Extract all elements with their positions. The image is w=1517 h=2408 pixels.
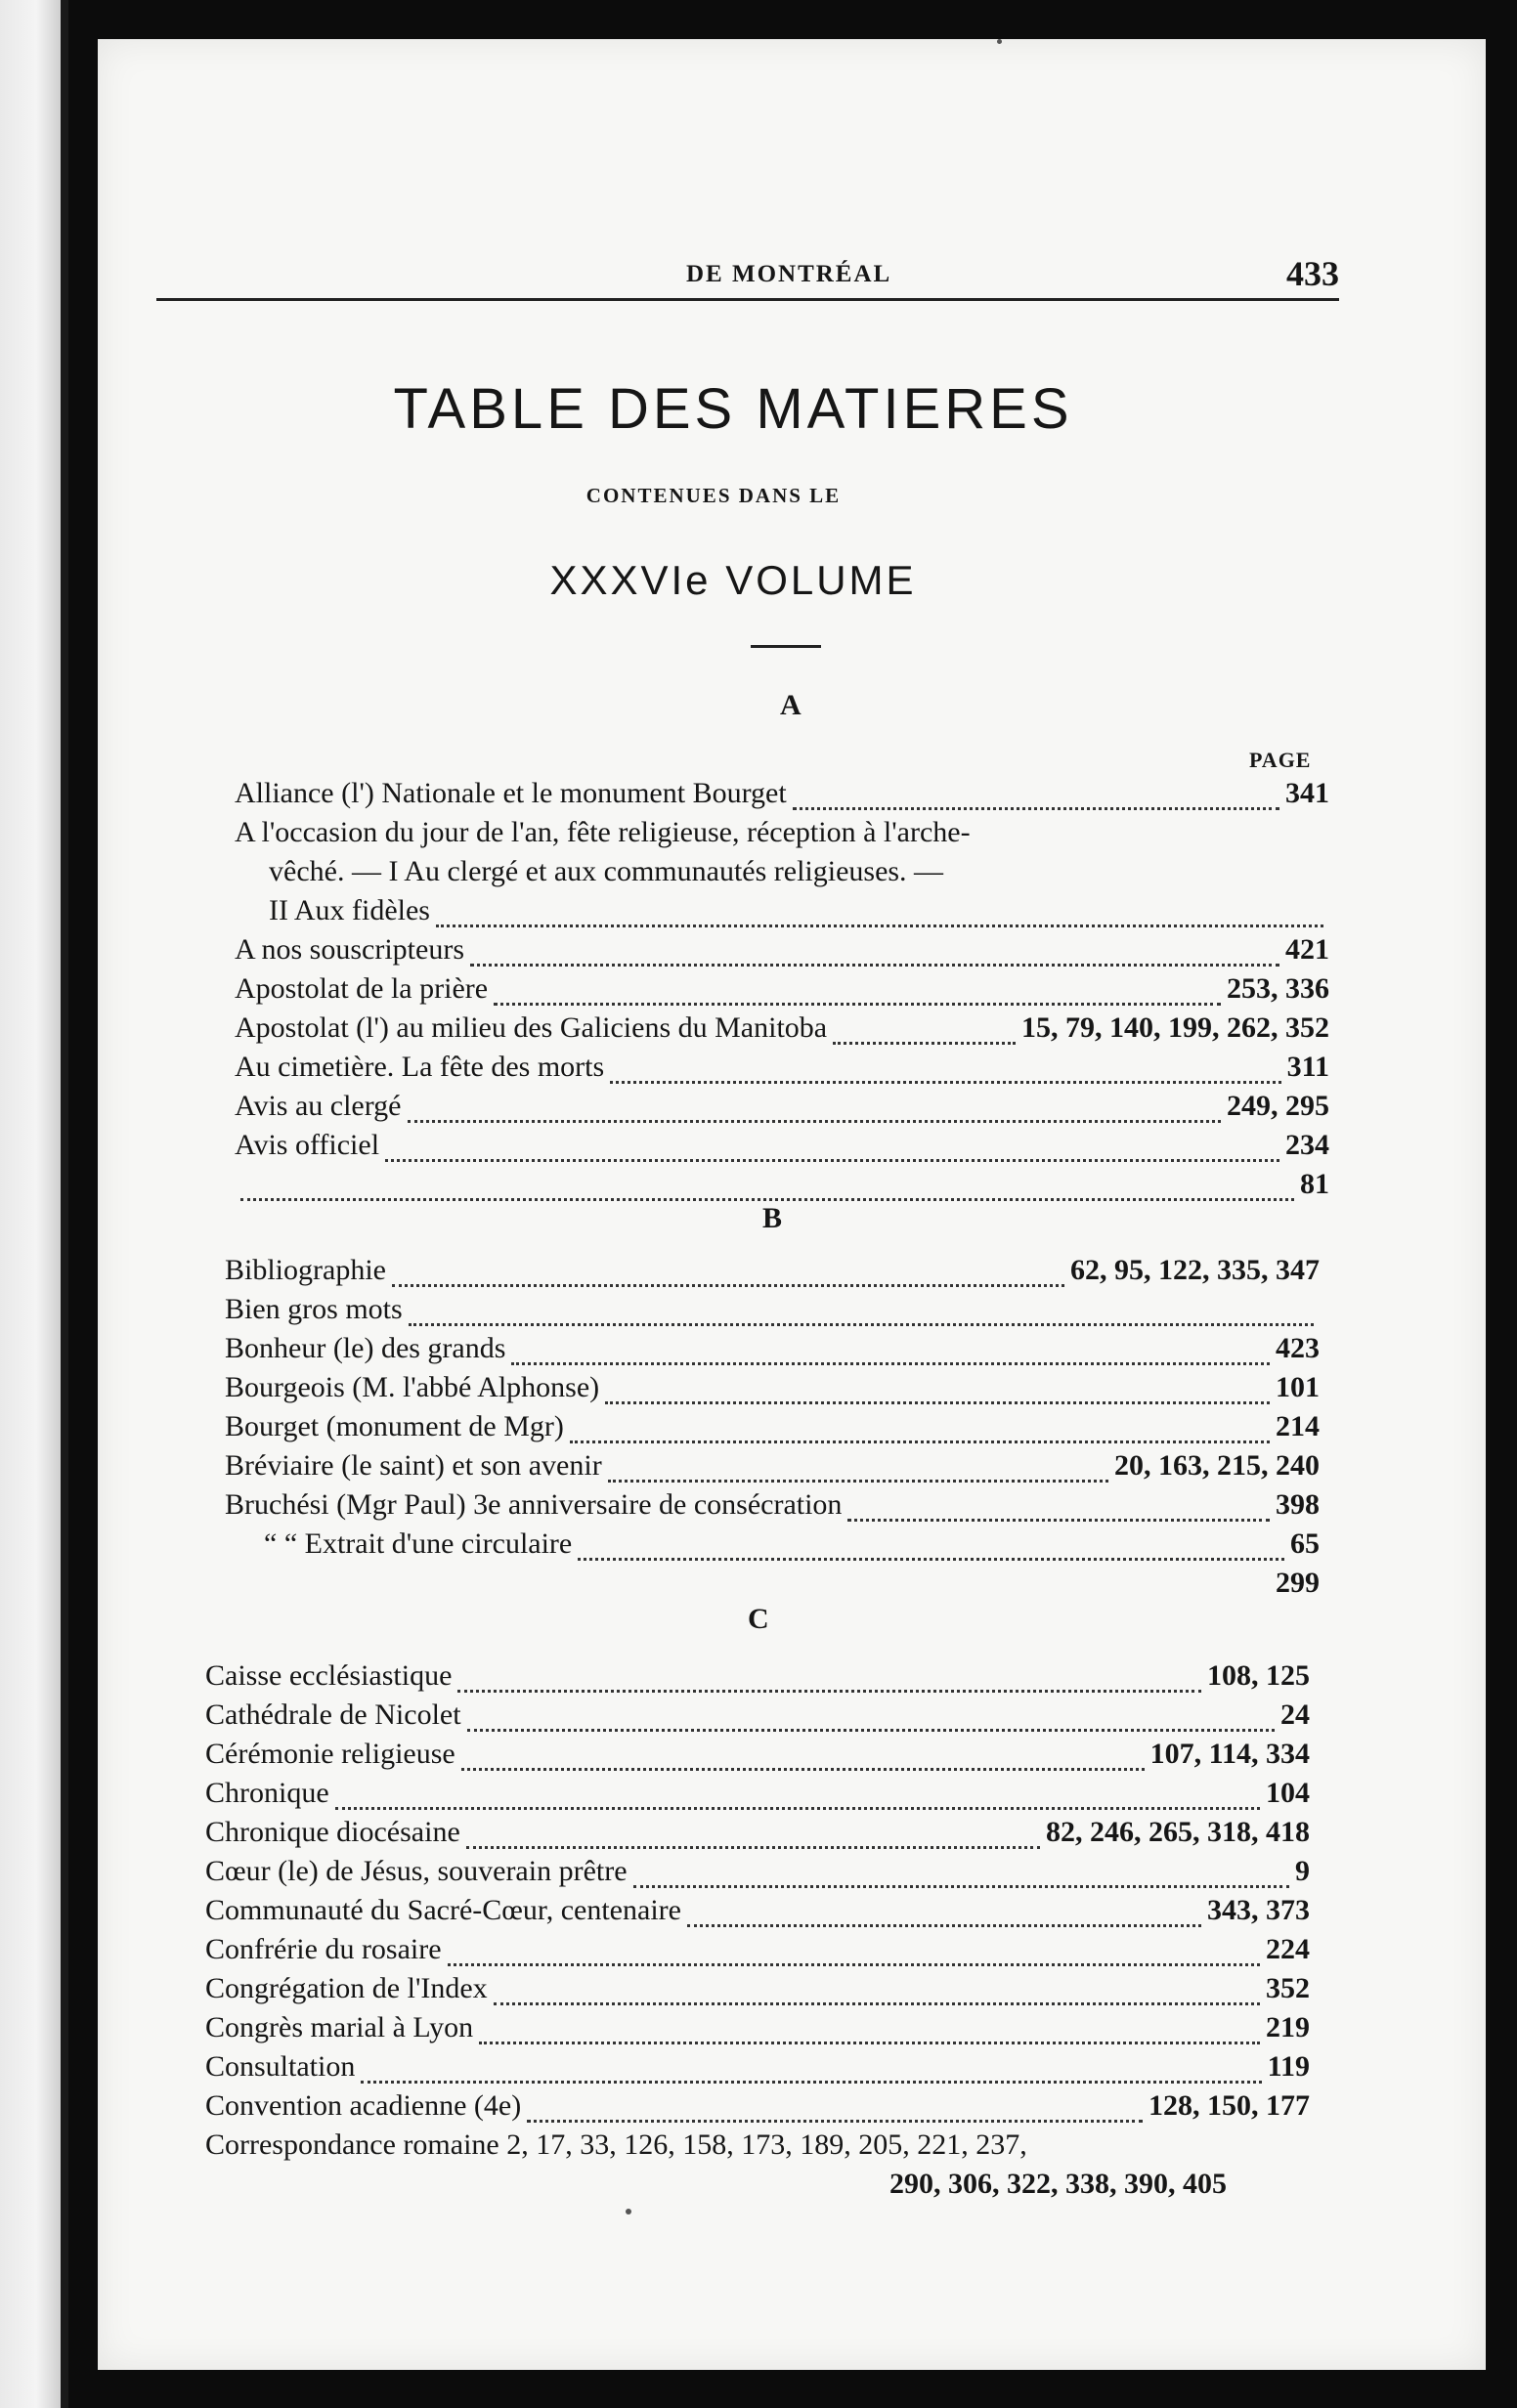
entry-pages: 62, 95, 122, 335, 347 [1070,1254,1320,1286]
leader-dots [570,1433,1270,1443]
page-number: 433 [1286,254,1339,293]
leader-dots [605,1394,1270,1404]
entry-label: Cérémonie religieuse [205,1738,455,1770]
leader-dots [457,1682,1201,1693]
entry-label: Apostolat de la prière [235,972,489,1005]
entry-label: Chronique diocésaine [205,1816,460,1848]
entry-pages: 234 [1285,1129,1329,1161]
paper-speck [626,2209,631,2214]
index-entry [205,1735,1310,1774]
leader-dots [240,1190,1294,1201]
entry-pages: 24 [1280,1698,1310,1731]
entry-pages: 119 [1267,2050,1310,2083]
index-entry [205,1852,1310,1891]
entry-label: Bruchési (Mgr Paul) 3e anniversaire de consécration [225,1488,843,1521]
entry-pages: 343, 373 [1207,1894,1310,1926]
index-entry [235,1048,1329,1087]
entry-pages: 65 [1290,1527,1320,1560]
leader-dots [527,2112,1143,2123]
index-entry [205,1656,1310,1696]
entry-pages: 253, 336 [1227,972,1329,1005]
leader-dots [833,1034,1016,1045]
entry-pages: 311 [1286,1051,1329,1083]
entry-label: A nos souscripteurs [235,933,464,966]
entry-pages: 341 [1285,777,1329,809]
entry-pages: 398 [1276,1488,1320,1521]
entry-pages: 101 [1276,1371,1320,1403]
leader-dots [479,2034,1260,2044]
facing-page-edge [0,0,68,2408]
entry-pages: 82, 246, 265, 318, 418 [1046,1816,1310,1848]
entry-pages: 219 [1266,2011,1310,2043]
leader-dots [361,2073,1261,2084]
entry-pages: 352 [1266,1972,1310,2004]
index-entry [225,1251,1320,1290]
running-head [156,230,1339,301]
index-entry [235,1126,1329,1165]
entry-pages: 214 [1276,1410,1320,1442]
page-column-label: PAGE [1249,748,1312,772]
leader-dots [494,1995,1260,2005]
index-entry [225,1290,1320,1329]
index-entry [225,1368,1320,1407]
index-entry [225,1564,1320,1603]
leader-dots [436,917,1323,927]
subtitle: CONTENUES DANS LE [585,484,842,507]
section-letter-a: A [780,689,802,721]
entry-pages: 108, 125 [1207,1659,1310,1692]
section-letter-c: C [748,1603,769,1635]
facing-page [0,0,61,2408]
entry-label: vêché. — I Au clergé et aux communautés religieuses. — [269,855,944,887]
entry-label: Caisse ecclésiastique [205,1659,453,1692]
leader-dots [578,1550,1284,1561]
entry-pages: 224 [1266,1933,1310,1965]
index-entry [235,1165,1329,1204]
entry-label: Consultation [205,2050,356,2083]
entry-label: Au cimetière. La fête des morts [235,1051,605,1083]
entry-pages: 15, 79, 140, 199, 262, 352 [1021,1011,1329,1044]
index-entry [205,1969,1310,2008]
entry-label: Communauté du Sacré-Cœur, centenaire [205,1894,681,1926]
entry-label: Correspondance romaine 2, 17, 33, 126, 158, 173, 189, 205, 221, 237, [205,2128,1027,2161]
leader-dots [511,1354,1270,1365]
index-entry [225,1407,1320,1446]
leader-dots [448,1956,1260,1966]
entry-pages: 81 [1300,1168,1329,1200]
leader-dots [793,799,1279,810]
title-rule [751,645,821,648]
entry-label: Bonheur (le) des grands [225,1332,506,1364]
index-entry [205,1696,1310,1735]
index-entry [264,1525,1320,1564]
leader-dots [494,995,1221,1006]
entry-label: Cathédrale de Nicolet [205,1698,461,1731]
entry-label: Confrérie du rosaire [205,1933,442,1965]
leader-dots [335,1799,1260,1810]
entry-pages: 9 [1295,1855,1310,1887]
index-entry [205,1774,1310,1813]
entry-label: Bibliographie [225,1254,386,1286]
entry-pages: 128, 150, 177 [1149,2089,1310,2122]
index-entry [205,1891,1310,1930]
leader-dots [385,1151,1279,1162]
index-entry [205,2047,1310,2086]
index-entry [205,2008,1310,2047]
entry-label: Bourget (monument de Mgr) [225,1410,564,1442]
leader-dots [231,1590,1270,1598]
entry-label: Convention acadienne (4e) [205,2089,522,2122]
entry-pages: 107, 114, 334 [1149,1738,1310,1770]
entry-pages: 20, 163, 215, 240 [1114,1449,1320,1482]
leader-dots [847,1511,1270,1522]
index-entry [235,1087,1329,1126]
entry-label: A l'occasion du jour de l'an, fête religieuse, réception à l'arche- [235,816,971,848]
entry-label: Avis officiel [235,1129,380,1161]
page-title: TABLE DES MATIERES [393,377,1073,441]
entry-pages: 104 [1266,1777,1310,1809]
entry-pages: 249, 295 [1227,1090,1329,1122]
index-entry [235,969,1329,1009]
entry-label: Bourgeois (M. l'abbé Alphonse) [225,1371,600,1403]
index-entry [225,1485,1320,1525]
entry-label: Congrégation de l'Index [205,1972,488,2004]
leader-dots [408,1112,1222,1123]
leader-dots [392,1276,1064,1287]
index-entry [235,930,1329,969]
book-page [98,39,1486,2370]
index-entry [205,1813,1310,1852]
entry-label: II Aux fidèles [269,894,430,926]
index-entry [269,891,1329,930]
entry-label: Bréviaire (le saint) et son avenir [225,1449,602,1482]
leader-dots [409,1315,1314,1326]
leader-dots [687,1916,1201,1927]
leader-dots [608,1472,1108,1483]
leader-dots [461,1760,1145,1771]
leader-dots [470,956,1279,967]
leader-dots [610,1073,1280,1084]
index-entry [225,1329,1320,1368]
entry-label: Congrès marial à Lyon [205,2011,474,2043]
leader-dots [466,1838,1040,1849]
paper-speck [997,39,1002,44]
index-entry [205,1930,1310,1969]
index-entry [225,1446,1320,1485]
leader-dots [633,1877,1289,1888]
entry-label: “ “ Extrait d'une circulaire [264,1527,573,1560]
index-entry [205,2086,1310,2126]
entry-label: Chronique [205,1777,329,1809]
entry-label: Apostolat (l') au milieu des Galiciens du Manitoba [235,1011,828,1044]
section-letter-b: B [762,1202,783,1234]
leader-dots [467,1721,1275,1732]
entry-label: Bien gros mots [225,1293,403,1325]
index-entry [235,774,1329,813]
volume-title: XXXVIe VOLUME [549,557,917,603]
entry-label: Alliance (l') Nationale et le monument Bourget [235,777,787,809]
entry-pages: 423 [1276,1332,1320,1364]
entry-label: Avis au clergé [235,1090,402,1122]
running-title: DE MONTRÉAL [686,261,892,287]
index-entry [235,1009,1329,1048]
entry-pages: 299 [1276,1567,1320,1599]
entry-label: Cœur (le) de Jésus, souverain prêtre [205,1855,628,1887]
entry-pages: 421 [1285,933,1329,966]
entry-pages: 290, 306, 322, 338, 390, 405 [889,2168,1227,2200]
